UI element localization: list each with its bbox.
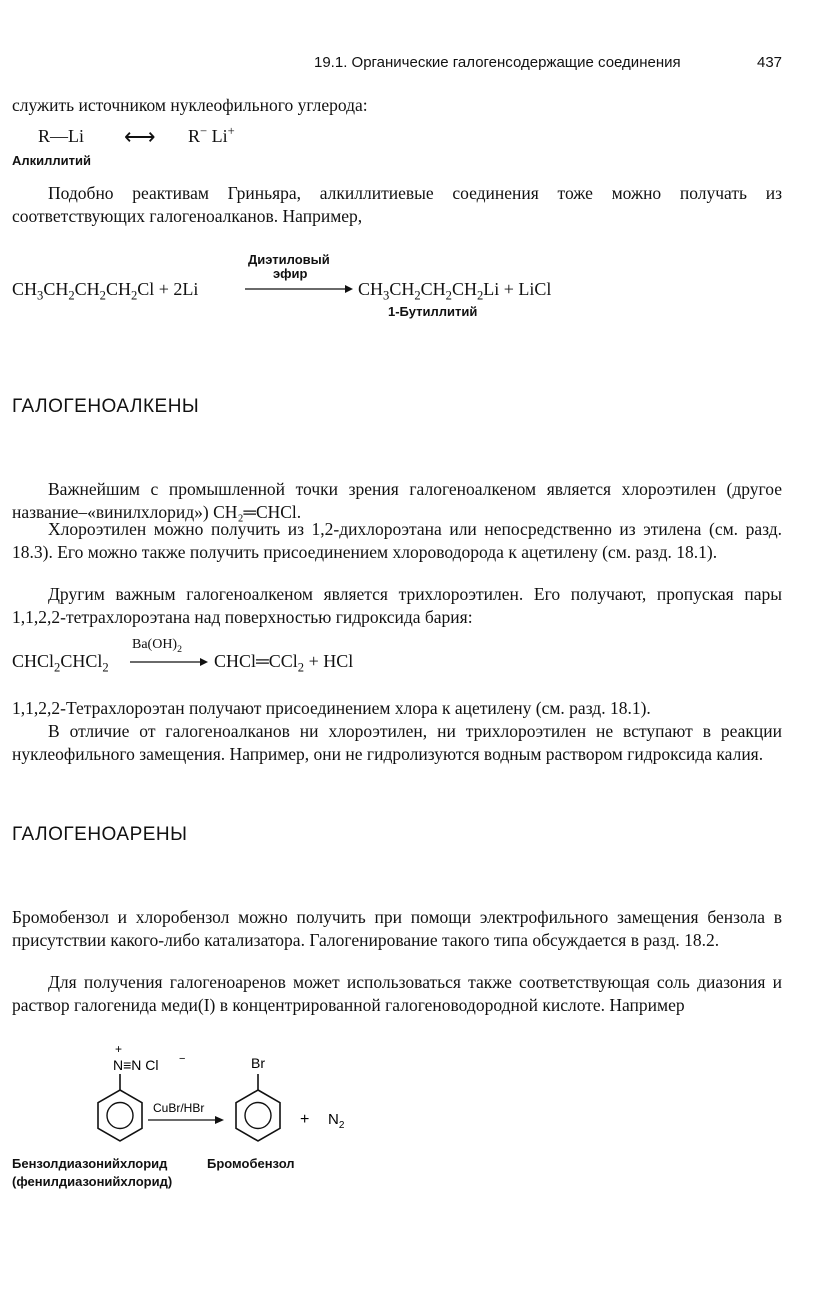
equilibrium-arrow: ⟷: [124, 124, 156, 149]
caption-bromobenzene: Бромобензол: [207, 1156, 295, 1171]
page-number: 437: [757, 54, 783, 71]
section-title-haloarenes: ГАЛОГЕНОАРЕНЫ: [12, 824, 188, 845]
bromine-label: Br: [251, 1055, 265, 1071]
reagent-label: CuBr/HBr: [153, 1101, 205, 1115]
paragraph-chloroethylene-synthesis: Хлороэтилен можно получить из 1,2-дихлороэтана или непосредственно из этилена (см. разд. 18.3). Его можно также получить присоединением хлороводорода к ацетилену (см. разд. 18.1).: [12, 519, 782, 562]
caption-phenyldiazonium: (фенилдиазонийхлорид): [12, 1174, 173, 1189]
equilibrium-right-li-charge: +: [227, 124, 235, 138]
reaction1-product-name: 1-Бутиллитий: [388, 304, 478, 319]
equilibrium-right-r-charge: −: [200, 124, 208, 138]
scheme-arrow-head: [215, 1116, 224, 1124]
paragraph-trichloroethylene: Другим важным галогеноалкеном является трихлороэтилен. Его получают, пропуская пары 1,1,2,2-тетрахлороэтана над поверхностью гидроксида бария:: [12, 584, 782, 627]
equilibrium-right-r: R: [188, 126, 201, 146]
paragraph-bromobenzene: Бромобензол и хлоробензол можно получить при помощи электрофильного замещения бензола в присутствии какого-либо катализатора. Галогенирование такого типа обсуждается в разд. 18.2.: [12, 907, 782, 950]
diazo-cl-charge: −: [179, 1053, 186, 1065]
equilibrium-right: [188, 126, 235, 147]
n2-subscript: 2: [338, 1120, 345, 1131]
paragraph-tetrachloroethane: 1,1,2,2-Тетрахлороэтан получают присоединением хлора к ацетилену (см. разд. 18.1).: [12, 698, 651, 718]
n2-symbol: N: [328, 1111, 339, 1128]
reaction2-product: CHCl═CCl$_2$ + HCl: [214, 651, 354, 675]
reaction1-reactant: $CH_3CH_2CH_2CH_2Cl + 2Li$: [12, 279, 199, 303]
sandmeyer-scheme: [60, 1040, 390, 1155]
reaction1-condition-1: Диэтиловый: [248, 252, 330, 267]
running-title: 19.1. Органические галогенсодержащие соединения: [314, 54, 681, 71]
paragraph-no-substitution: В отличие от галогеноалканов ни хлороэтилен, ни трихлороэтилен не вступают в реакции нуклеофильного замещения. Например, они не гидролизуются водным раствором гидроксида калия.: [12, 721, 782, 764]
reaction2-reactant: CHCl$_2$CHCl$_2$: [12, 651, 109, 675]
paragraph-diazonium: Для получения галогеноаренов может использоваться также соответствующая соль диазония и раствор галогенида меди(I) в концентрированной галогеноводородной кислоте. Например: [12, 972, 782, 1015]
reaction1-condition-2: эфир: [273, 266, 308, 281]
benzene-ring-right: [236, 1074, 280, 1141]
caption-benzenediazonium: Бензолдиазонийхлорид: [12, 1156, 168, 1171]
equilibrium-left: R—Li: [38, 126, 85, 146]
intro-line: служить источником нуклеофильного углерода:: [12, 95, 368, 115]
reaction2-catalyst: $Ba(OH)_2$: [132, 637, 183, 655]
nitrogen-product: [328, 1111, 345, 1131]
section-title-haloalkenes: ГАЛОГЕНОАЛКЕНЫ: [12, 396, 200, 417]
benzene-ring-left: [98, 1074, 142, 1141]
reaction1-arrow: [245, 282, 353, 296]
diazo-n-charge: +: [115, 1042, 123, 1056]
equilibrium-right-li: Li: [207, 126, 228, 146]
diazo-group: N≡N Cl: [113, 1057, 159, 1073]
reaction2-arrow: [130, 655, 208, 669]
alkyllithium-caption: Алкиллитий: [12, 153, 92, 168]
reaction1-product: $CH_3CH_2CH_2CH_2Li$ + LiCl: [358, 279, 552, 303]
scheme-plus: +: [300, 1111, 310, 1128]
paragraph-grignard: Подобно реактивам Гриньяра, алкиллитиевые соединения тоже можно получать из соответствующих галогеноалканов. Например,: [12, 183, 782, 226]
paragraph-chloroethylene: Важнейшим с промышленной точки зрения галогеноалкеном является хлороэтилен (другое название–«винилхлорид») CH₂═CHCl.: [12, 479, 782, 522]
